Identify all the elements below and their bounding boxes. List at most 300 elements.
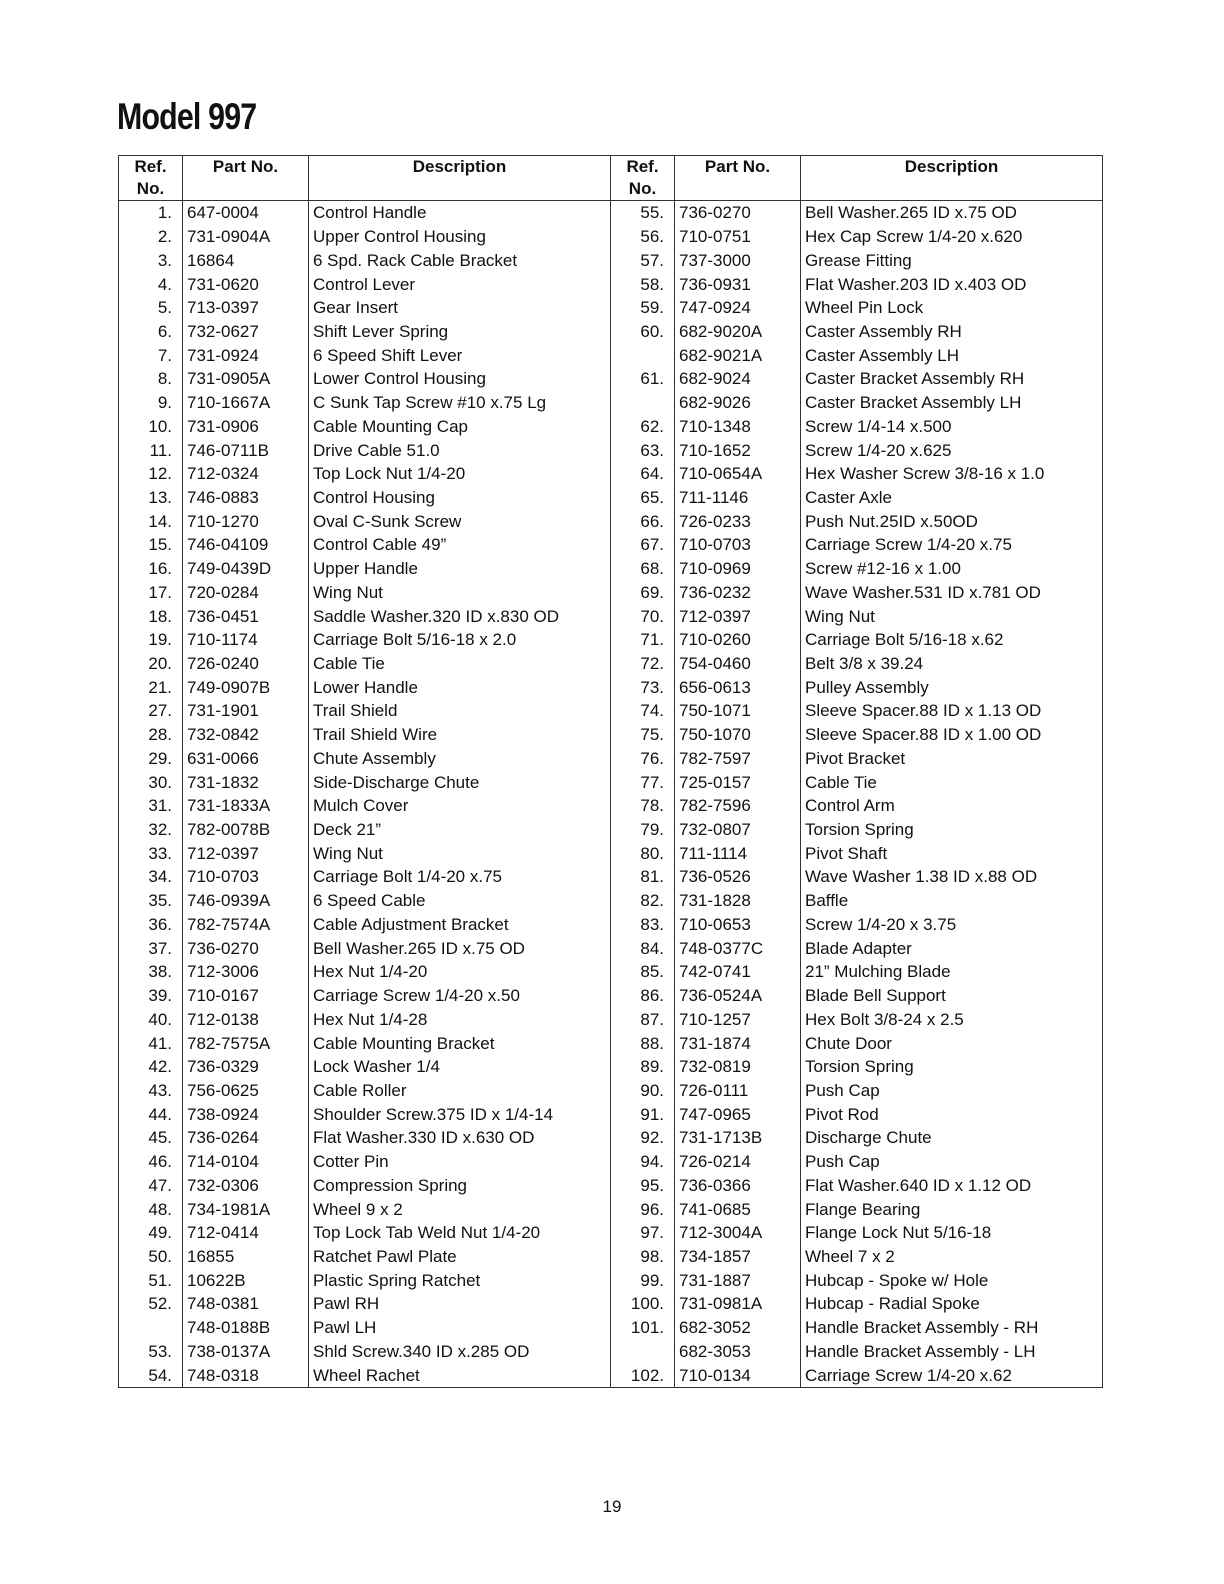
part-no-cell: 731-1713B [675,1126,801,1150]
part-no-cell: 731-1833A [183,794,309,818]
description-header: Description [801,156,1103,201]
description-cell: 6 Speed Shift Lever [309,343,611,367]
description-cell: Lower Handle [309,675,611,699]
description-cell: Trail Shield Wire [309,723,611,747]
ref-no-cell: 43. [119,1079,183,1103]
ref-no-cell: 79. [611,818,675,842]
table-row [119,462,611,486]
ref-no-cell: 41. [119,1031,183,1055]
part-no-cell: 748-0318 [183,1363,309,1387]
part-no-cell: 747-0965 [675,1102,801,1126]
part-no-cell: 747-0924 [675,296,801,320]
ref-no-cell: 40. [119,1007,183,1031]
ref-no-cell: 35. [119,889,183,913]
description-cell: Pawl RH [309,1292,611,1316]
part-no-cell: 712-0397 [183,841,309,865]
description-cell: Carriage Bolt 1/4-20 x.75 [309,865,611,889]
description-cell: Plastic Spring Ratchet [309,1268,611,1292]
description-cell: Torsion Spring [801,818,1103,842]
table-row [611,1126,1103,1150]
description-cell: Discharge Chute [801,1126,1103,1150]
description-cell: Wheel 9 x 2 [309,1197,611,1221]
part-no-cell: 748-0188B [183,1316,309,1340]
description-cell: Caster Assembly LH [801,343,1103,367]
table-row [611,320,1103,344]
table-row [119,699,611,723]
ref-no-cell: 57. [611,248,675,272]
part-no-cell: 710-0703 [183,865,309,889]
table-row [611,581,1103,605]
description-cell: Cotter Pin [309,1150,611,1174]
part-no-cell: 756-0625 [183,1079,309,1103]
table-row [611,889,1103,913]
table-row [611,509,1103,533]
part-no-cell: 682-9020A [675,320,801,344]
description-cell: Screw 1/4-20 x 3.75 [801,913,1103,937]
part-no-cell: 712-0414 [183,1221,309,1245]
table-row [611,225,1103,249]
part-no-cell: 741-0685 [675,1197,801,1221]
ref-no-cell: 11. [119,438,183,462]
table-row [119,794,611,818]
ref-no-cell: 36. [119,913,183,937]
ref-no-cell: 91. [611,1102,675,1126]
ref-no-cell: 102. [611,1363,675,1387]
description-cell: Hex Nut 1/4-28 [309,1007,611,1031]
part-no-cell: 749-0439D [183,557,309,581]
part-no-cell: 731-1832 [183,770,309,794]
table-row [119,272,611,296]
part-no-cell: 731-0905A [183,367,309,391]
part-no-cell: 748-0377C [675,936,801,960]
table-row [119,557,611,581]
ref-no-cell: 50. [119,1245,183,1269]
part-no-cell: 742-0741 [675,960,801,984]
description-cell: Compression Spring [309,1173,611,1197]
ref-no-cell: 33. [119,841,183,865]
ref-no-cell: 90. [611,1079,675,1103]
description-cell: Flange Lock Nut 5/16-18 [801,1221,1103,1245]
description-cell: Grease Fitting [801,248,1103,272]
table-row [611,652,1103,676]
ref-no-cell: 15. [119,533,183,557]
part-no-cell: 710-0969 [675,557,801,581]
table-row [611,1363,1103,1387]
description-cell: Handle Bracket Assembly - RH [801,1316,1103,1340]
description-cell: Trail Shield [309,699,611,723]
description-cell: Wave Washer 1.38 ID x.88 OD [801,865,1103,889]
ref-no-cell: 29. [119,747,183,771]
ref-no-cell: 92. [611,1126,675,1150]
ref-no-cell: 38. [119,960,183,984]
part-no-cell: 737-3000 [675,248,801,272]
description-cell: Chute Door [801,1031,1103,1055]
table-row [611,367,1103,391]
part-no-cell: 782-7596 [675,794,801,818]
part-no-cell: 732-0819 [675,1055,801,1079]
ref-no-cell: 44. [119,1102,183,1126]
description-cell: Carriage Bolt 5/16-18 x.62 [801,628,1103,652]
table-row [611,936,1103,960]
ref-no-cell [611,391,675,415]
ref-no-cell: 76. [611,747,675,771]
description-header: Description [309,156,611,201]
table-row [611,1292,1103,1316]
description-cell: Sleeve Spacer.88 ID x 1.00 OD [801,723,1103,747]
parts-table-left [118,155,611,1388]
part-no-cell: 731-0981A [675,1292,801,1316]
ref-no-cell: 37. [119,936,183,960]
part-no-cell: 710-0653 [675,913,801,937]
description-cell: Wave Washer.531 ID x.781 OD [801,581,1103,605]
ref-no-cell: 101. [611,1316,675,1340]
table-row [119,1007,611,1031]
ref-no-cell: 42. [119,1055,183,1079]
table-row [119,1221,611,1245]
description-cell: Flat Washer.640 ID x 1.12 OD [801,1173,1103,1197]
table-row [119,486,611,510]
part-no-cell: 746-0711B [183,438,309,462]
part-no-cell: 710-1174 [183,628,309,652]
ref-no-cell: 55. [611,201,675,225]
table-row [119,248,611,272]
table-row [119,913,611,937]
table-row [611,248,1103,272]
table-row [119,747,611,771]
table-row [119,984,611,1008]
table-row [611,1268,1103,1292]
part-no-cell: 682-3052 [675,1316,801,1340]
ref-no-cell: 66. [611,509,675,533]
part-no-cell: 713-0397 [183,296,309,320]
part-no-cell: 726-0111 [675,1079,801,1103]
table-row [119,533,611,557]
description-cell: Cable Mounting Bracket [309,1031,611,1055]
description-cell: Pivot Rod [801,1102,1103,1126]
part-no-cell: 736-0526 [675,865,801,889]
table-row [119,1031,611,1055]
description-cell: Wing Nut [801,604,1103,628]
description-cell: Cable Mounting Cap [309,414,611,438]
part-no-cell: 711-1114 [675,841,801,865]
table-row [611,1102,1103,1126]
ref-no-cell: 51. [119,1268,183,1292]
part-no-cell: 712-0138 [183,1007,309,1031]
description-cell: Push Nut.25ID x.50OD [801,509,1103,533]
ref-no-cell: 97. [611,1221,675,1245]
part-no-cell: 710-1348 [675,414,801,438]
ref-no-cell: 20. [119,652,183,676]
table-row [611,770,1103,794]
part-no-cell: 731-1874 [675,1031,801,1055]
description-cell: Hex Washer Screw 3/8-16 x 1.0 [801,462,1103,486]
description-cell: 6 Speed Cable [309,889,611,913]
table-row [119,936,611,960]
part-no-cell: 746-04109 [183,533,309,557]
ref-no-cell: 3. [119,248,183,272]
table-row [611,1197,1103,1221]
description-cell: Carriage Bolt 5/16-18 x 2.0 [309,628,611,652]
ref-no-header: Ref. No. [119,156,183,201]
ref-no-cell: 18. [119,604,183,628]
table-row [119,581,611,605]
ref-no-cell: 84. [611,936,675,960]
parts-table-right-body [611,201,1103,1388]
part-no-cell: 714-0104 [183,1150,309,1174]
part-no-cell: 731-0906 [183,414,309,438]
ref-no-cell: 81. [611,865,675,889]
part-no-cell: 682-3053 [675,1340,801,1364]
description-cell: Belt 3/8 x 39.24 [801,652,1103,676]
ref-no-cell: 86. [611,984,675,1008]
ref-no-cell: 6. [119,320,183,344]
description-cell: Mulch Cover [309,794,611,818]
table-row [611,865,1103,889]
table-row [119,1316,611,1340]
table-row [119,391,611,415]
description-cell: Gear Insert [309,296,611,320]
table-row [611,628,1103,652]
ref-no-cell: 82. [611,889,675,913]
part-no-cell: 710-0703 [675,533,801,557]
table-header-row [119,156,611,201]
table-row [119,201,611,225]
part-no-cell: 682-9024 [675,367,801,391]
table-row [611,1316,1103,1340]
description-cell: Wing Nut [309,841,611,865]
part-no-cell: 736-0329 [183,1055,309,1079]
ref-no-cell [611,343,675,367]
part-no-cell: 631-0066 [183,747,309,771]
part-no-cell: 710-0167 [183,984,309,1008]
table-row [611,913,1103,937]
table-row [119,225,611,249]
table-row [119,770,611,794]
description-cell: Shld Screw.340 ID x.285 OD [309,1340,611,1364]
description-cell: Control Housing [309,486,611,510]
description-cell: Bell Washer.265 ID x.75 OD [309,936,611,960]
part-no-cell: 656-0613 [675,675,801,699]
table-row [119,652,611,676]
table-header-row [611,156,1103,201]
part-no-cell: 738-0137A [183,1340,309,1364]
ref-no-cell: 1. [119,201,183,225]
ref-no-cell: 80. [611,841,675,865]
ref-no-cell: 52. [119,1292,183,1316]
ref-no-cell: 4. [119,272,183,296]
ref-no-header: Ref. No. [611,156,675,201]
ref-no-cell: 59. [611,296,675,320]
table-row [119,367,611,391]
ref-no-cell: 78. [611,794,675,818]
part-no-cell: 746-0939A [183,889,309,913]
description-cell: Baffle [801,889,1103,913]
description-cell: Lower Control Housing [309,367,611,391]
table-row [119,960,611,984]
part-no-cell: 711-1146 [675,486,801,510]
ref-no-cell: 75. [611,723,675,747]
part-no-cell: 712-3004A [675,1221,801,1245]
table-row [611,960,1103,984]
ref-no-cell: 74. [611,699,675,723]
part-no-cell: 710-0134 [675,1363,801,1387]
table-row [119,604,611,628]
table-row [611,1150,1103,1174]
table-row [119,414,611,438]
ref-no-cell: 9. [119,391,183,415]
ref-no-cell: 63. [611,438,675,462]
description-cell: Wheel Pin Lock [801,296,1103,320]
ref-no-cell: 77. [611,770,675,794]
ref-no-cell: 27. [119,699,183,723]
description-cell: Shoulder Screw.375 ID x 1/4-14 [309,1102,611,1126]
table-row [119,1197,611,1221]
description-cell: Side-Discharge Chute [309,770,611,794]
description-cell: Hex Nut 1/4-20 [309,960,611,984]
description-cell: Screw #12-16 x 1.00 [801,557,1103,581]
part-no-cell: 749-0907B [183,675,309,699]
description-cell: Wheel Rachet [309,1363,611,1387]
table-row [611,747,1103,771]
ref-no-cell: 72. [611,652,675,676]
ref-no-cell: 73. [611,675,675,699]
ref-no-cell: 60. [611,320,675,344]
part-no-cell: 726-0214 [675,1150,801,1174]
part-no-cell: 736-0366 [675,1173,801,1197]
ref-no-cell: 7. [119,343,183,367]
part-no-cell: 720-0284 [183,581,309,605]
description-cell: Flat Washer.203 ID x.403 OD [801,272,1103,296]
part-no-cell: 712-0324 [183,462,309,486]
ref-no-cell: 58. [611,272,675,296]
description-cell: Flange Bearing [801,1197,1103,1221]
part-no-cell: 754-0460 [675,652,801,676]
table-row [119,1363,611,1387]
description-cell: Bell Washer.265 ID x.75 OD [801,201,1103,225]
description-cell: Handle Bracket Assembly - LH [801,1340,1103,1364]
description-cell: Hubcap - Radial Spoke [801,1292,1103,1316]
part-no-cell: 782-7574A [183,913,309,937]
ref-no-cell: 94. [611,1150,675,1174]
ref-no-cell [119,1316,183,1340]
table-row [611,984,1103,1008]
part-no-cell: 731-0620 [183,272,309,296]
ref-no-cell: 87. [611,1007,675,1031]
ref-no-cell: 47. [119,1173,183,1197]
ref-no-cell: 71. [611,628,675,652]
ref-no-cell: 69. [611,581,675,605]
table-row [119,628,611,652]
ref-no-cell [611,1340,675,1364]
table-row [119,1340,611,1364]
table-row [119,1245,611,1269]
part-no-cell: 746-0883 [183,486,309,510]
table-row [119,889,611,913]
table-row [611,818,1103,842]
ref-no-cell: 49. [119,1221,183,1245]
description-cell: C Sunk Tap Screw #10 x.75 Lg [309,391,611,415]
table-row [119,1173,611,1197]
part-no-cell: 732-0807 [675,818,801,842]
table-row [119,320,611,344]
description-cell: Carriage Screw 1/4-20 x.62 [801,1363,1103,1387]
description-cell: Caster Axle [801,486,1103,510]
ref-no-cell: 28. [119,723,183,747]
table-row [611,1055,1103,1079]
part-no-cell: 710-0751 [675,225,801,249]
table-row [611,699,1103,723]
table-row [611,675,1103,699]
part-no-header: Part No. [675,156,801,201]
ref-no-cell: 100. [611,1292,675,1316]
ref-no-cell: 68. [611,557,675,581]
ref-no-cell: 53. [119,1340,183,1364]
part-no-cell: 732-0627 [183,320,309,344]
ref-no-cell: 31. [119,794,183,818]
table-row [119,1079,611,1103]
table-row [611,1340,1103,1364]
ref-no-cell: 34. [119,865,183,889]
description-cell: Cable Tie [309,652,611,676]
ref-no-cell: 30. [119,770,183,794]
ref-no-cell: 8. [119,367,183,391]
table-row [119,343,611,367]
description-cell: Caster Bracket Assembly LH [801,391,1103,415]
ref-no-cell: 14. [119,509,183,533]
part-no-cell: 731-1887 [675,1268,801,1292]
part-no-cell: 782-0078B [183,818,309,842]
part-no-cell: 731-1828 [675,889,801,913]
description-cell: Caster Bracket Assembly RH [801,367,1103,391]
ref-no-cell: 45. [119,1126,183,1150]
part-no-cell: 731-0904A [183,225,309,249]
ref-no-cell: 56. [611,225,675,249]
part-no-cell: 782-7575A [183,1031,309,1055]
description-cell: Upper Control Housing [309,225,611,249]
table-row [611,1079,1103,1103]
table-row [119,1268,611,1292]
table-row [611,486,1103,510]
ref-no-cell: 16. [119,557,183,581]
table-row [611,723,1103,747]
description-cell: Caster Assembly RH [801,320,1103,344]
part-no-cell: 710-1270 [183,509,309,533]
ref-no-cell: 88. [611,1031,675,1055]
page-title: Model 997 [117,96,257,137]
part-no-cell: 726-0240 [183,652,309,676]
description-cell: Cable Adjustment Bracket [309,913,611,937]
description-cell: Upper Handle [309,557,611,581]
description-cell: Chute Assembly [309,747,611,771]
part-no-cell: 647-0004 [183,201,309,225]
description-cell: Blade Bell Support [801,984,1103,1008]
table-row [611,557,1103,581]
description-cell: Pivot Shaft [801,841,1103,865]
ref-no-cell: 67. [611,533,675,557]
description-cell: Push Cap [801,1079,1103,1103]
description-cell: Pulley Assembly [801,675,1103,699]
part-no-cell: 736-0270 [183,936,309,960]
description-cell: Drive Cable 51.0 [309,438,611,462]
parts-table-right [610,155,1103,1388]
part-no-cell: 710-0654A [675,462,801,486]
table-row [119,865,611,889]
table-row [611,1245,1103,1269]
part-no-cell: 712-3006 [183,960,309,984]
part-no-cell: 748-0381 [183,1292,309,1316]
description-cell: Control Arm [801,794,1103,818]
table-row [611,343,1103,367]
